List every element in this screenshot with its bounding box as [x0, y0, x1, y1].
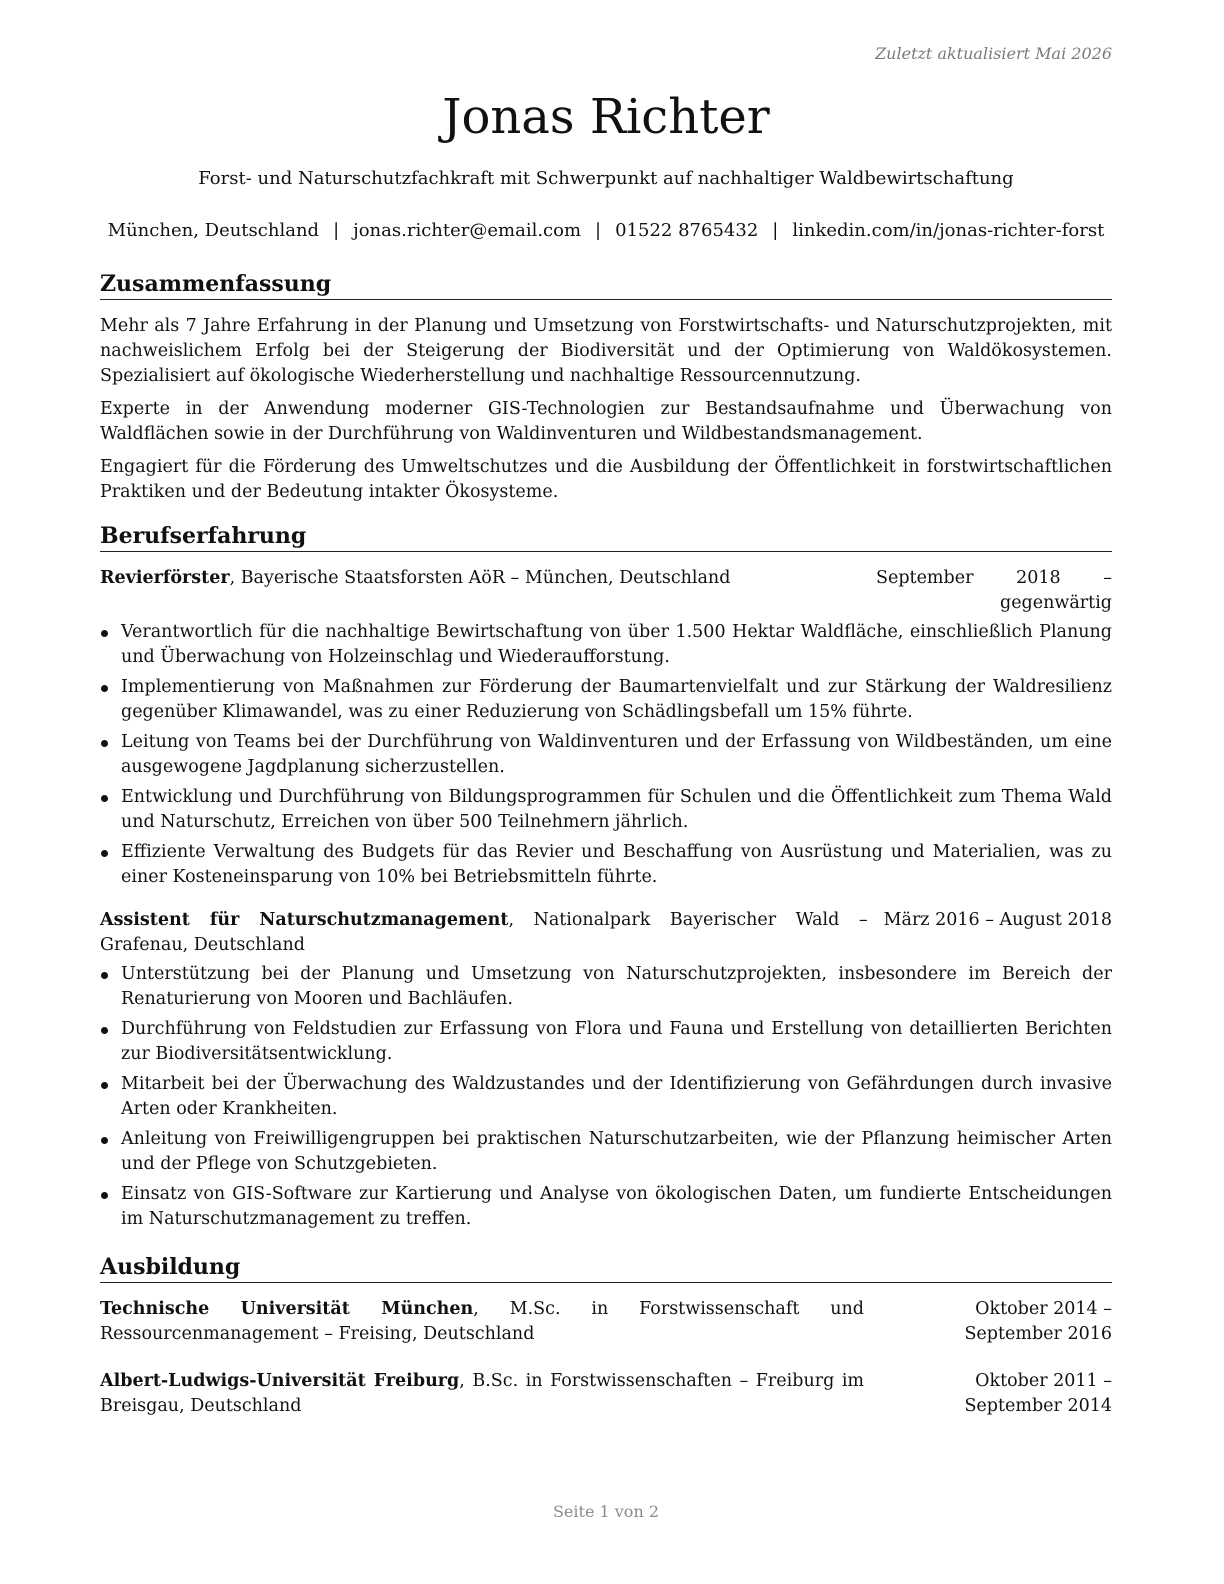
- job-bullet-list: [100, 620, 1112, 890]
- contact-phone[interactable]: 01522 8765432: [615, 220, 759, 241]
- experience-section: [100, 522, 1112, 1242]
- job-organization: , Bayerische Staatsforsten AöR – München, Deutschland: [229, 568, 731, 588]
- bullet-dot-icon: [101, 685, 108, 692]
- summary-paragraph: Engagiert für die Förderung des Umweltschutzes und die Ausbildung der Öffentlichkeit in forstwirtschaftlichen Praktiken und der Bedeutung intakter Ökosysteme.: [100, 457, 1112, 502]
- bullet-dot-icon: [101, 1192, 108, 1199]
- candidate-name: Jonas Richter: [442, 89, 770, 145]
- contact-separator: |: [595, 220, 602, 241]
- list-item: Entwicklung und Durchführung von Bildungsprogrammen für Schulen und die Öffentlichkeit zum Thema Wald und Naturschutz, Erreichen von über 500 Teilnehmern jährlich.: [100, 785, 1112, 835]
- bullet-dot-icon: [101, 972, 108, 979]
- contact-linkedin[interactable]: linkedin.com/in/jonas-richter-forst: [792, 220, 1105, 241]
- education-dates: Oktober 2014 – September 2016: [964, 1299, 1112, 1344]
- list-item: Verantwortlich für die nachhaltige Bewirtschaftung von über 1.500 Hektar Waldfläche, einschließlich Planung und Überwachung von Holzeinschlag und Wiederaufforstung.: [100, 620, 1112, 670]
- bullet-dot-icon: [101, 850, 108, 857]
- list-item: Implementierung von Maßnahmen zur Förderung der Baumartenvielfalt und zur Stärkung der Waldresilienz gegenüber Klimawandel, was zu einer Reduzierung von Schädlingsbefall um 15% führte.: [100, 675, 1112, 725]
- education-section: [100, 1253, 1112, 1423]
- contact-separator: |: [333, 220, 340, 241]
- job-bullet-list: [100, 962, 1112, 1232]
- page-number: Seite 1 von 2: [552, 1502, 660, 1521]
- job-header: [100, 566, 1112, 616]
- tagline: Forst- und Naturschutzfachkraft mit Schwerpunkt auf nachhaltiger Waldbewirtschaftung: [198, 168, 1014, 189]
- summary-paragraph: Experte in der Anwendung moderner GIS-Technologien zur Bestandsaufnahme und Überwachung von Waldflächen sowie in der Durchführung von Waldinventuren und Wildbestandsmanagement.: [100, 399, 1112, 444]
- list-item: Effiziente Verwaltung des Budgets für das Revier und Beschaffung von Ausrüstung und Materialien, was zu einer Kosteneinsparung von 10% bei Betriebsmitteln führte.: [100, 840, 1112, 890]
- summary-paragraph: Mehr als 7 Jahre Erfahrung in der Planung und Umsetzung von Forstwirtschafts- und Naturschutzprojekten, mit nachweislichem Erfolg bei der Steigerung der Biodiversität und der Optimierung von Waldökosystemen. Spezialisiert auf ökologische Wiederherstellung und nachhaltige Ressourcennutzung.: [100, 316, 1112, 386]
- bullet-dot-icon: [101, 740, 108, 747]
- job-role: Assistent für Naturschutzmanagement: [100, 910, 509, 930]
- list-item: Durchführung von Feldstudien zur Erfassung von Flora und Fauna und Erstellung von detaillierten Berichten zur Biodiversitätsentwicklung.: [100, 1017, 1112, 1067]
- list-item: Mitarbeit bei der Überwachung des Waldzustandes und der Identifizierung von Gefährdungen durch invasive Arten oder Krankheiten.: [100, 1072, 1112, 1122]
- list-item: Unterstützung bei der Planung und Umsetzung von Naturschutzprojekten, insbesondere im Bereich der Renaturierung von Mooren und Bachläufen.: [100, 962, 1112, 1012]
- education-detail: , M.Sc. in Forstwissenschaft und Ressourcenmanagement – Freising, Deutschland: [100, 1299, 864, 1344]
- job-organization: , Nationalpark Bayerischer Wald – Grafenau, Deutschland: [100, 910, 868, 955]
- job-dates: März 2016 – August 2018: [883, 910, 1112, 930]
- education-school: Technische Universität München: [100, 1299, 474, 1319]
- summary-section: [100, 270, 1112, 513]
- job-role: Revierförster: [100, 568, 230, 588]
- resume-page: [100, 0, 1112, 1584]
- bullet-dot-icon: [101, 630, 108, 637]
- list-item: Einsatz von GIS-Software zur Kartierung und Analyse von ökologischen Daten, um fundierte Entscheidungen im Naturschutzmanagement zu treffen.: [100, 1182, 1112, 1232]
- last-updated-note: Zuletzt aktualisiert Mai 2026: [875, 44, 1112, 63]
- contact-line: [90, 219, 1122, 243]
- section-title-education: Ausbildung: [100, 1253, 1112, 1283]
- bullet-dot-icon: [101, 795, 108, 802]
- education-entry: [100, 1369, 1112, 1419]
- education-entry: [100, 1297, 1112, 1347]
- bullet-dot-icon: [101, 1137, 108, 1144]
- section-title-summary: Zusammenfassung: [100, 270, 1112, 300]
- education-dates: Oktober 2011 – September 2014: [964, 1371, 1112, 1416]
- contact-location: München, Deutschland: [107, 220, 320, 241]
- bullet-dot-icon: [101, 1027, 108, 1034]
- contact-email[interactable]: jonas.richter@email.com: [353, 220, 582, 241]
- list-item: Anleitung von Freiwilligengruppen bei praktischen Naturschutzarbeiten, wie der Pflanzung heimischer Arten und der Pflege von Schutzgebieten.: [100, 1127, 1112, 1177]
- list-item: Leitung von Teams bei der Durchführung von Waldinventuren und der Erfassung von Wildbeständen, um eine ausgewogene Jagdplanung sicherzustellen.: [100, 730, 1112, 780]
- bullet-dot-icon: [101, 1082, 108, 1089]
- education-detail: , B.Sc. in Forstwissenschaften – Freiburg im Breisgau, Deutschland: [100, 1371, 865, 1416]
- education-school: Albert-Ludwigs-Universität Freiburg: [100, 1371, 460, 1391]
- contact-separator: |: [772, 220, 779, 241]
- job-dates: September 2018 – gegenwärtig: [876, 568, 1112, 613]
- job-header: [100, 908, 1112, 958]
- section-title-experience: Berufserfahrung: [100, 522, 1112, 552]
